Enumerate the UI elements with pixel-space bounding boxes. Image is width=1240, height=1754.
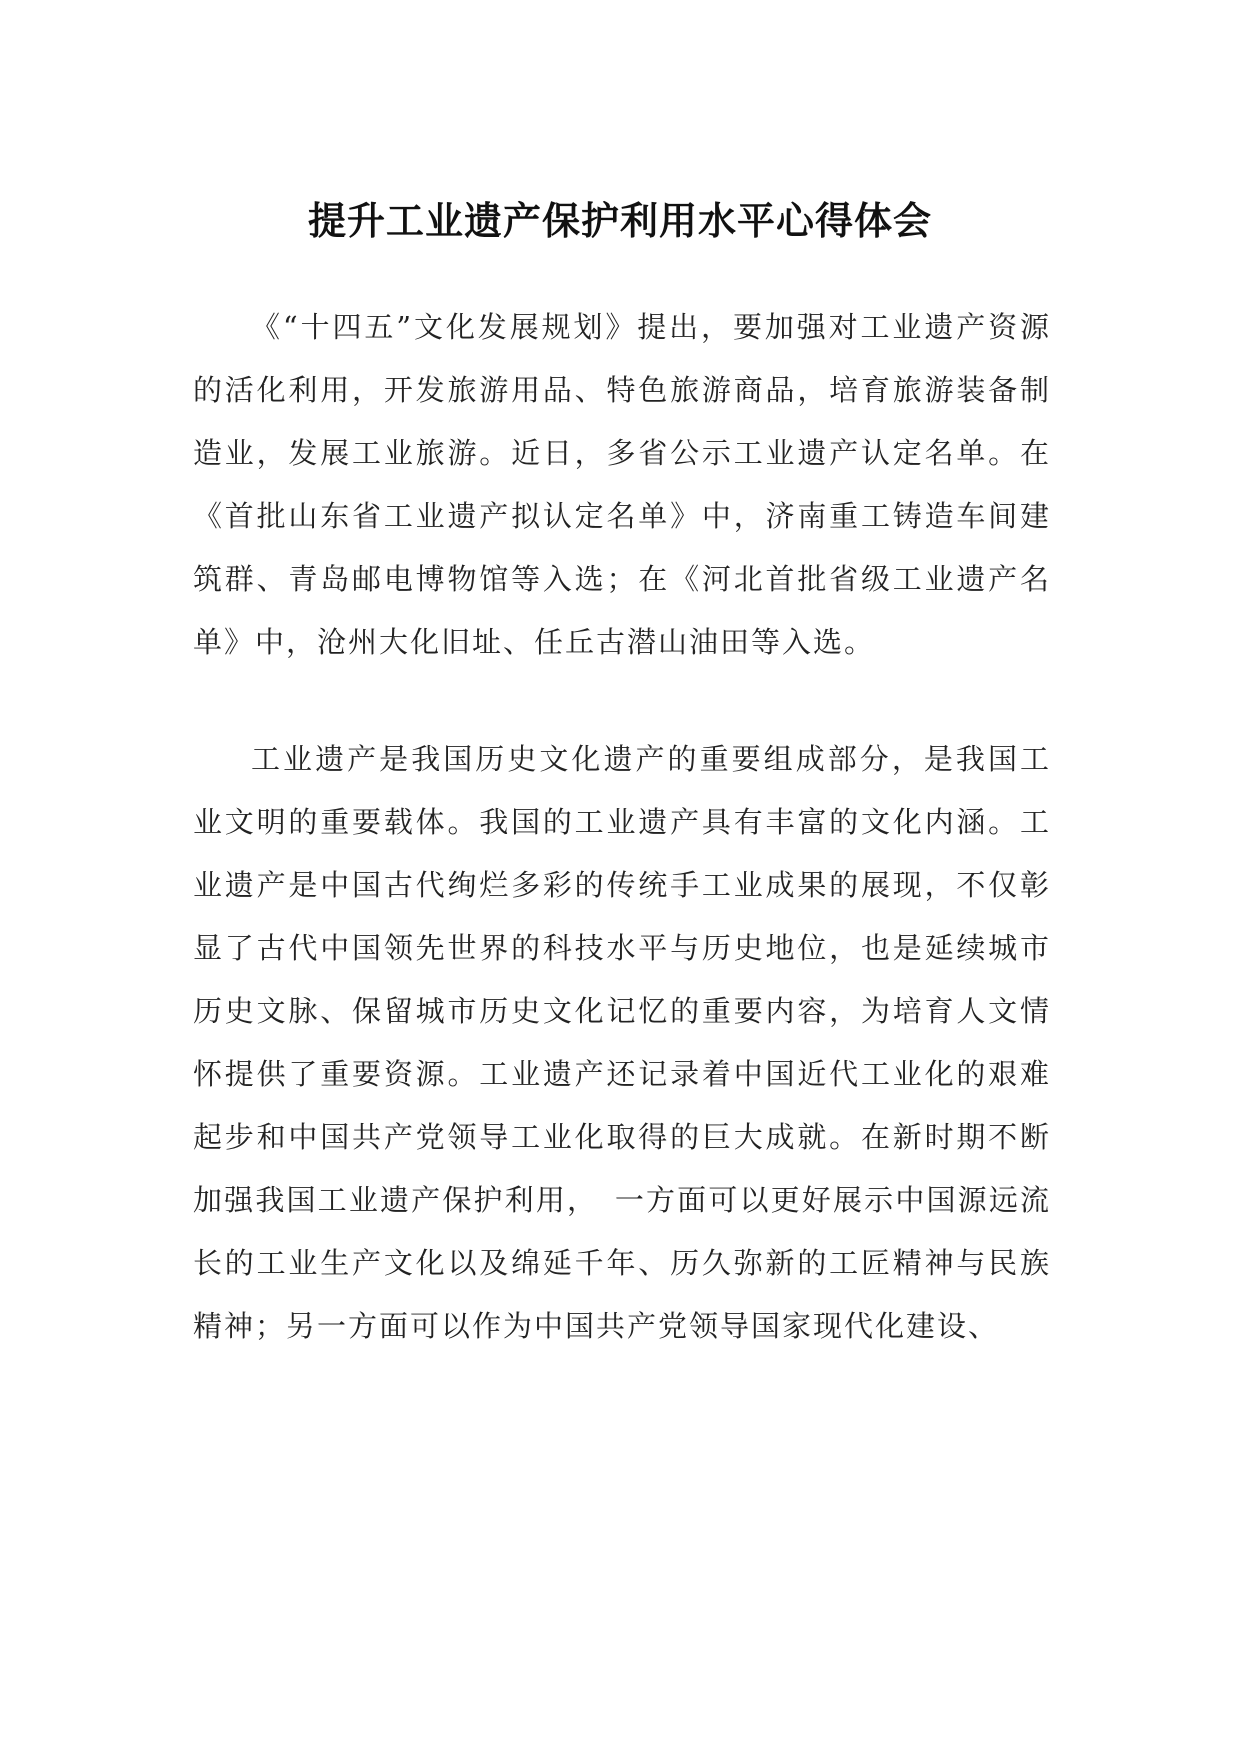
document-title: 提升工业遗产保护利用水平心得体会 [307,199,932,243]
body-paragraph-1: 《“十四五”文化发展规划》提出，要加强对工业遗产资源的活化利用，开发旅游用品、特色旅游商品，培育旅游装备制造业，发展工业旅游。近日，多省公示工业遗产认定名单。在《首批山东省工业遗产拟认定名单》中，济南重工铸造车间建筑群、青岛邮电博物馆等入选；在《河北首批省级工业遗产名单》中，沧州大化旧址、任丘古潜山油田等入选。 [193,310,1051,659]
body-paragraph-2: 工业遗产是我国历史文化遗产的重要组成部分，是我国工业文明的重要载体。我国的工业遗产具有丰富的文化内涵。工业遗产是中国古代绚烂多彩的传统手工业成果的展现，不仅彰显了古代中国领先世界的科技水平与历史地位，也是延续城市历史文脉、保留城市历史文化记忆的重要内容，为培育人文情怀提供了重要资源。工业遗产还记录着中国近代工业化的艰难起步和中国共产党领导工业化取得的巨大成就。在新时期不断加强我国工业遗产保护利用， 一方面可以更好展示中国源远流长的工业生产文化以及绵延千年、历久弥新的工匠精神与民族精神；另一方面可以作为中国共产党领导国家现代化建设、 [193,742,1051,1343]
